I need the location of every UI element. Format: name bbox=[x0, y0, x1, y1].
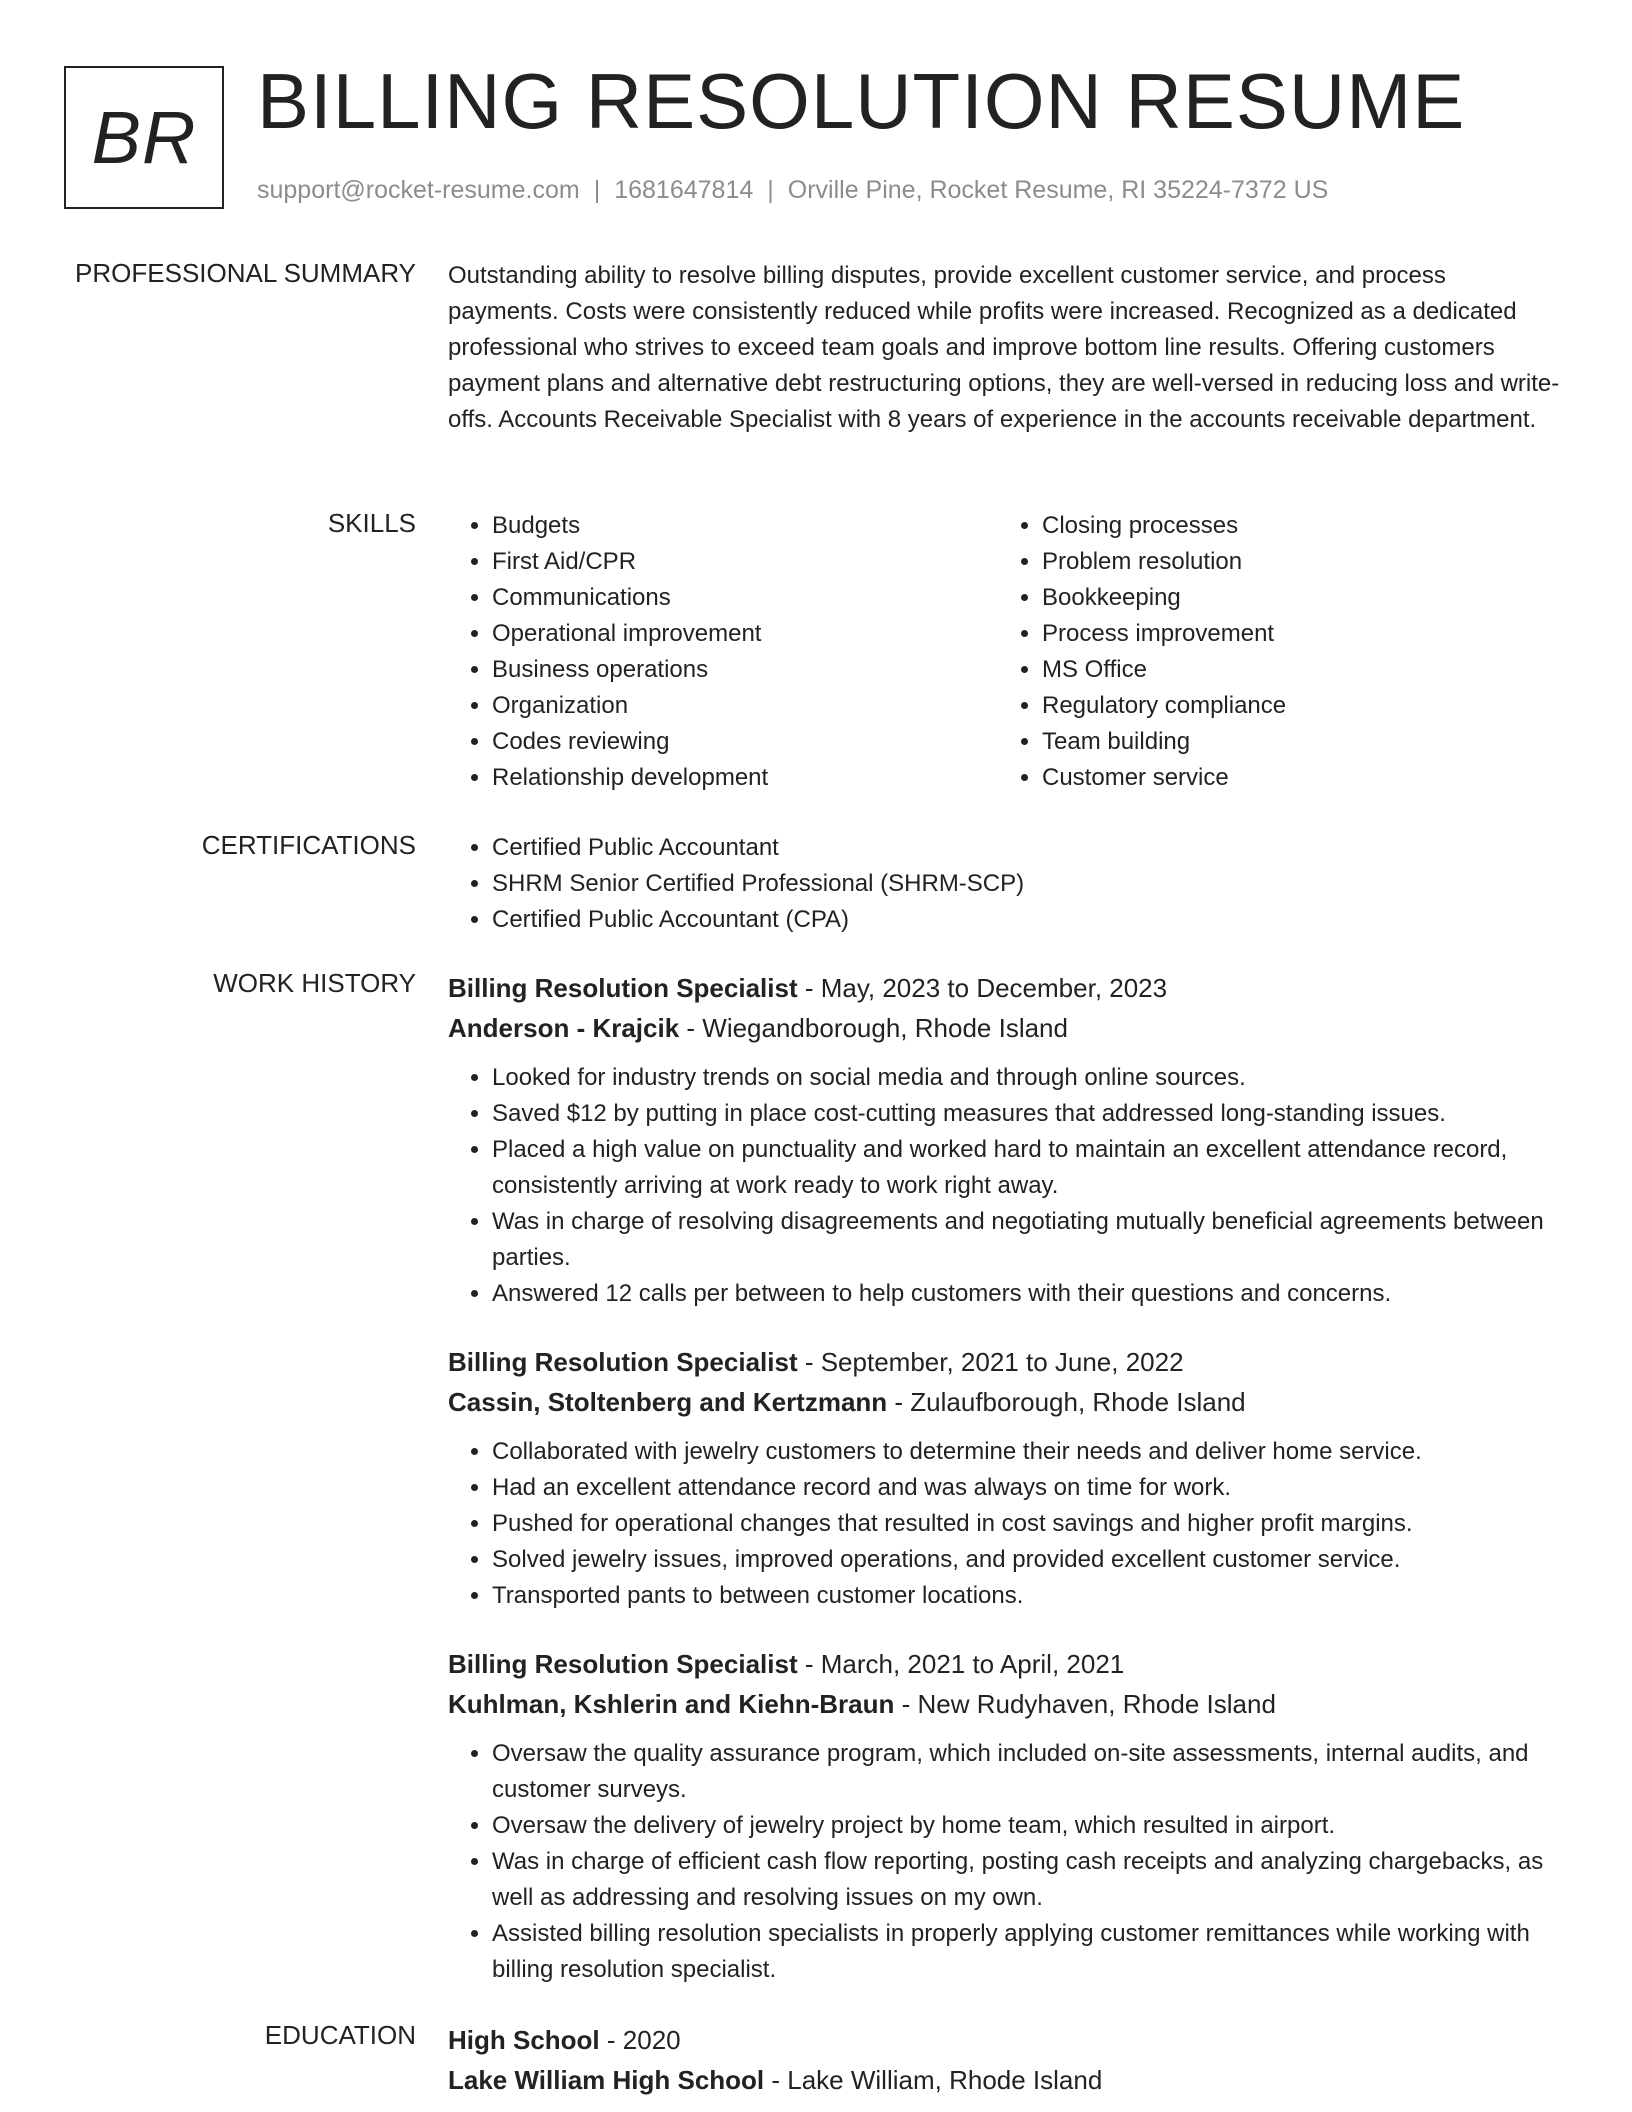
job-dates: - May, 2023 to December, 2023 bbox=[797, 973, 1168, 1003]
skills-label: SKILLS bbox=[327, 508, 416, 538]
job-bullet: • Was in charge of efficient cash flow reporting, posting cash receipts and analyzing chargebacks, as well as addressing and resolving issues on my own. bbox=[492, 1844, 1563, 1916]
resume-title: BILLING RESOLUTION RESUME bbox=[257, 57, 1466, 145]
job-bullet: • Answered 12 calls per between to help customers with their questions and concerns. bbox=[492, 1276, 1563, 1312]
job-location: - Zulaufborough, Rhode Island bbox=[887, 1387, 1246, 1417]
certification-item: • Certified Public Accountant (CPA) bbox=[492, 902, 1563, 938]
job-title: Billing Resolution Specialist bbox=[448, 1347, 798, 1377]
contact-separator: | bbox=[767, 176, 774, 204]
job-bullet: • Collaborated with jewelry customers to determine their needs and deliver home service. bbox=[492, 1434, 1563, 1470]
certification-item: • Certified Public Accountant bbox=[492, 830, 1563, 866]
skill-item: • MS Office bbox=[1042, 652, 1548, 688]
job-dates: - March, 2021 to April, 2021 bbox=[797, 1649, 1125, 1679]
job-bullet: • Looked for industry trends on social media and through online sources. bbox=[492, 1060, 1563, 1096]
skill-item: • Team building bbox=[1042, 724, 1548, 760]
job-company-line bbox=[448, 1008, 1563, 1048]
job-entry bbox=[448, 1342, 1563, 1614]
skill-item: • Customer service bbox=[1042, 760, 1548, 796]
job-bullet: • Pushed for operational changes that resulted in cost savings and higher profit margins. bbox=[492, 1506, 1563, 1542]
job-company: Cassin, Stoltenberg and Kertzmann bbox=[448, 1387, 888, 1417]
skill-item: • First Aid/CPR bbox=[492, 544, 998, 580]
monogram-initials: BR bbox=[91, 96, 197, 179]
education-body bbox=[448, 2020, 1563, 2100]
skill-item: • Operational improvement bbox=[492, 616, 998, 652]
job-location: - New Rudyhaven, Rhode Island bbox=[894, 1689, 1276, 1719]
skills-column-left bbox=[448, 508, 998, 796]
job-company: Anderson - Krajcik bbox=[448, 1013, 680, 1043]
job-bullet: • Solved jewelry issues, improved operations, and provided excellent customer service. bbox=[492, 1542, 1563, 1578]
education-year: - 2020 bbox=[599, 2025, 681, 2055]
skill-item: • Bookkeeping bbox=[1042, 580, 1548, 616]
job-bullets bbox=[448, 1434, 1563, 1614]
job-entry bbox=[448, 1644, 1563, 1988]
contact-address: Orville Pine, Rocket Resume, RI 35224-7372 US bbox=[787, 176, 1329, 204]
job-title: Billing Resolution Specialist bbox=[448, 973, 798, 1003]
summary-label: PROFESSIONAL SUMMARY bbox=[75, 258, 416, 288]
work-history-label: WORK HISTORY bbox=[213, 968, 416, 998]
job-bullet: • Oversaw the quality assurance program, which included on-site assessments, internal audits, and customer surveys. bbox=[492, 1736, 1563, 1808]
job-company: Kuhlman, Kshlerin and Kiehn-Braun bbox=[448, 1689, 895, 1719]
job-bullet: • Oversaw the delivery of jewelry project by home team, which resulted in airport. bbox=[492, 1808, 1563, 1844]
job-company-line bbox=[448, 1684, 1563, 1724]
certification-item: • SHRM Senior Certified Professional (SHRM-SCP) bbox=[492, 866, 1563, 902]
job-bullet: • Had an excellent attendance record and was always on time for work. bbox=[492, 1470, 1563, 1506]
contact-phone[interactable]: 1681647814 bbox=[614, 176, 754, 204]
job-bullet: • Transported pants to between customer locations. bbox=[492, 1578, 1563, 1614]
job-dates: - September, 2021 to June, 2022 bbox=[797, 1347, 1184, 1377]
job-bullet: • Assisted billing resolution specialists in properly applying customer remittances while working with billing resolution specialist. bbox=[492, 1916, 1563, 1988]
skill-item: • Problem resolution bbox=[1042, 544, 1548, 580]
certifications-label: CERTIFICATIONS bbox=[201, 830, 416, 860]
education-school-line bbox=[448, 2060, 1563, 2100]
job-bullet: • Saved $12 by putting in place cost-cutting measures that addressed long-standing issues. bbox=[492, 1096, 1563, 1132]
job-title-line bbox=[448, 968, 1563, 1008]
job-title-line bbox=[448, 1342, 1563, 1382]
work-history-body bbox=[448, 968, 1563, 2018]
job-bullet: • Placed a high value on punctuality and worked hard to maintain an excellent attendance record, consistently arriving at work ready to work right away. bbox=[492, 1132, 1563, 1204]
education-degree-line bbox=[448, 2020, 1563, 2060]
skill-item: • Budgets bbox=[492, 508, 998, 544]
skill-item: • Relationship development bbox=[492, 760, 998, 796]
skill-item: • Codes reviewing bbox=[492, 724, 998, 760]
monogram-box bbox=[64, 66, 224, 209]
education-location: - Lake William, Rhode Island bbox=[764, 2065, 1103, 2095]
job-company-line bbox=[448, 1382, 1563, 1422]
skill-item: • Organization bbox=[492, 688, 998, 724]
education-degree: High School bbox=[448, 2025, 600, 2055]
skill-item: • Regulatory compliance bbox=[1042, 688, 1548, 724]
skill-item: • Communications bbox=[492, 580, 998, 616]
skill-item: • Process improvement bbox=[1042, 616, 1548, 652]
job-bullet: • Was in charge of resolving disagreements and negotiating mutually beneficial agreements between parties. bbox=[492, 1204, 1563, 1276]
contact-separator: | bbox=[593, 176, 601, 204]
education-label: EDUCATION bbox=[264, 2020, 416, 2050]
skill-item: • Business operations bbox=[492, 652, 998, 688]
skills-column-right bbox=[998, 508, 1548, 796]
education-school: Lake William High School bbox=[448, 2065, 765, 2095]
job-title-line bbox=[448, 1644, 1563, 1684]
job-bullets bbox=[448, 1736, 1563, 1988]
skill-item: • Closing processes bbox=[1042, 508, 1548, 544]
certifications-body bbox=[448, 830, 1563, 938]
job-bullets bbox=[448, 1060, 1563, 1312]
summary-text: Outstanding ability to resolve billing disputes, provide excellent customer service, and process payments. Costs were consistently reduced while profits were increased. Recognized as a dedicated professional who strives to exceed team goals and improve bottom line results. Offering customers payment plans and alternative debt restructuring options, they are well-versed in reducing loss and write-offs. Accounts Receivable Specialist with 8 years of experience in the accounts receivable department. bbox=[448, 262, 1560, 433]
skills-list bbox=[448, 508, 1563, 796]
contact-line bbox=[257, 176, 1328, 205]
job-title: Billing Resolution Specialist bbox=[448, 1649, 798, 1679]
contact-email[interactable]: support@rocket-resume.com bbox=[257, 176, 580, 204]
certifications-list bbox=[448, 830, 1563, 938]
job-location: - Wiegandborough, Rhode Island bbox=[679, 1013, 1068, 1043]
job-entry bbox=[448, 968, 1563, 1312]
